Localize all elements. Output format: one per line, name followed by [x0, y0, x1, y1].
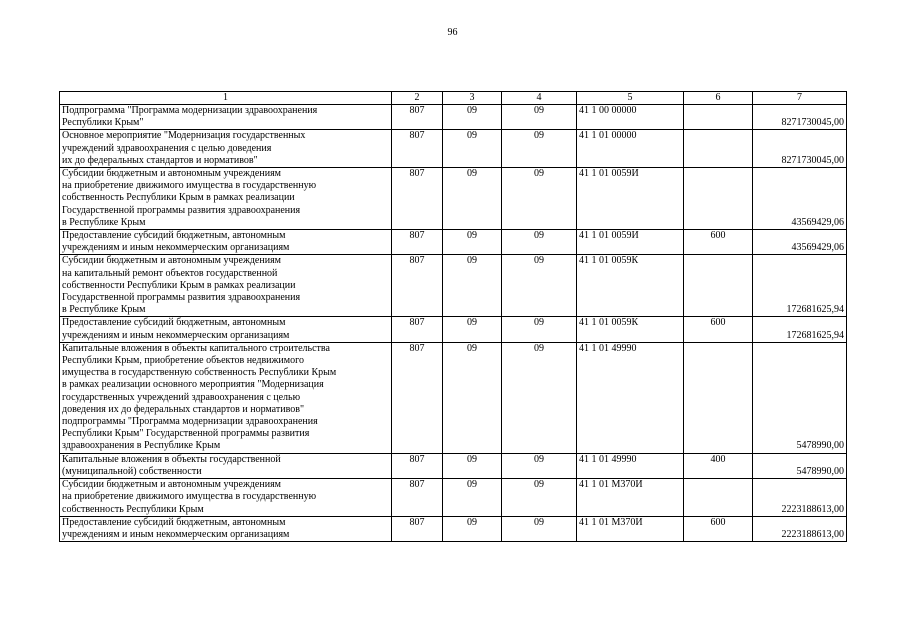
row-expense-type-code — [684, 255, 753, 317]
row-ministry-code: 807 — [392, 453, 443, 478]
row-expense-type-code: 600 — [684, 230, 753, 255]
row-amount: 172681625,94 — [753, 255, 847, 317]
table-row — [60, 105, 847, 130]
row-target-article-code: 41 1 01 0059И — [577, 230, 684, 255]
row-target-article-code: 41 1 01 49990 — [577, 342, 684, 453]
row-description: Предоставление субсидий бюджетным, автономным учреждениям и иным некоммерческим организациям — [60, 516, 392, 541]
row-subsection-code: 09 — [502, 516, 577, 541]
row-section-code: 09 — [443, 130, 502, 168]
row-section-code: 09 — [443, 479, 502, 517]
row-expense-type-code — [684, 105, 753, 130]
row-ministry-code: 807 — [392, 342, 443, 453]
row-expense-type-code — [684, 168, 753, 230]
row-subsection-code: 09 — [502, 342, 577, 453]
row-ministry-code: 807 — [392, 516, 443, 541]
column-header-2: 2 — [392, 92, 443, 105]
row-amount: 2223188613,00 — [753, 479, 847, 517]
row-description: Предоставление субсидий бюджетным, автономным учреждениям и иным некоммерческим организациям — [60, 230, 392, 255]
row-section-code: 09 — [443, 168, 502, 230]
row-description: Субсидии бюджетным и автономным учреждениям на приобретение движимого имущества в государственную собственность Республики Крым в рамках реализации Государственной программы развития здравоохранения в Республике Крым — [60, 168, 392, 230]
row-target-article-code: 41 1 01 0059К — [577, 317, 684, 342]
row-target-article-code: 41 1 01 0059К — [577, 255, 684, 317]
column-header-3: 3 — [443, 92, 502, 105]
column-header-4: 4 — [502, 92, 577, 105]
row-ministry-code: 807 — [392, 317, 443, 342]
row-description: Капитальные вложения в объекты капитального строительства Республики Крым, приобретение объектов недвижимого имущества в государственную собственность Республики Крым в рамках реализации основного мероприятия "Модернизация государственных учреждений здравоохранения с целью доведения их до федеральных стандартов и нормативов" подпрограммы "Программа модернизации здравоохранения Республики Крым" Государственной программы развития здравоохранения в Республике Крым — [60, 342, 392, 453]
table-row — [60, 317, 847, 342]
row-description: Предоставление субсидий бюджетным, автономным учреждениям и иным некоммерческим организациям — [60, 317, 392, 342]
row-description: Субсидии бюджетным и автономным учреждениям на приобретение движимого имущества в государственную собственность Республики Крым — [60, 479, 392, 517]
table-row — [60, 255, 847, 317]
row-ministry-code: 807 — [392, 105, 443, 130]
row-section-code: 09 — [443, 105, 502, 130]
row-section-code: 09 — [443, 255, 502, 317]
row-expense-type-code — [684, 130, 753, 168]
column-header-6: 6 — [684, 92, 753, 105]
row-target-article-code: 41 1 01 0059И — [577, 168, 684, 230]
table-row — [60, 168, 847, 230]
budget-table — [59, 91, 847, 542]
row-target-article-code: 41 1 01 49990 — [577, 453, 684, 478]
row-amount: 5478990,00 — [753, 453, 847, 478]
header-row — [60, 92, 847, 105]
row-ministry-code: 807 — [392, 255, 443, 317]
row-subsection-code: 09 — [502, 255, 577, 317]
row-section-code: 09 — [443, 342, 502, 453]
row-ministry-code: 807 — [392, 130, 443, 168]
row-subsection-code: 09 — [502, 317, 577, 342]
row-target-article-code: 41 1 01 М370И — [577, 479, 684, 517]
table-row — [60, 130, 847, 168]
row-description: Субсидии бюджетным и автономным учреждениям на капитальный ремонт объектов государственной собственности Республики Крым в рамках реализации Государственной программы развития здравоохранения в Республике Крым — [60, 255, 392, 317]
row-amount: 43569429,06 — [753, 230, 847, 255]
table-row — [60, 479, 847, 517]
row-expense-type-code: 400 — [684, 453, 753, 478]
row-ministry-code: 807 — [392, 168, 443, 230]
column-header-7: 7 — [753, 92, 847, 105]
row-expense-type-code: 600 — [684, 317, 753, 342]
row-subsection-code: 09 — [502, 105, 577, 130]
row-subsection-code: 09 — [502, 479, 577, 517]
table-row — [60, 342, 847, 453]
row-section-code: 09 — [443, 516, 502, 541]
row-subsection-code: 09 — [502, 130, 577, 168]
row-target-article-code: 41 1 00 00000 — [577, 105, 684, 130]
row-section-code: 09 — [443, 317, 502, 342]
row-expense-type-code: 600 — [684, 516, 753, 541]
row-section-code: 09 — [443, 453, 502, 478]
row-expense-type-code — [684, 342, 753, 453]
row-subsection-code: 09 — [502, 230, 577, 255]
row-subsection-code: 09 — [502, 453, 577, 478]
row-target-article-code: 41 1 01 00000 — [577, 130, 684, 168]
column-header-5: 5 — [577, 92, 684, 105]
row-description: Основное мероприятие "Модернизация государственных учреждений здравоохранения с целью доведения их до федеральных стандартов и нормативов" — [60, 130, 392, 168]
table-row — [60, 516, 847, 541]
table-body — [60, 92, 847, 542]
row-section-code: 09 — [443, 230, 502, 255]
row-amount: 8271730045,00 — [753, 130, 847, 168]
page-number: 96 — [447, 27, 458, 38]
row-amount: 43569429,06 — [753, 168, 847, 230]
row-amount: 8271730045,00 — [753, 105, 847, 130]
row-target-article-code: 41 1 01 М370И — [577, 516, 684, 541]
row-amount: 172681625,94 — [753, 317, 847, 342]
row-ministry-code: 807 — [392, 479, 443, 517]
table-row — [60, 453, 847, 478]
row-ministry-code: 807 — [392, 230, 443, 255]
table-row — [60, 230, 847, 255]
column-header-1: 1 — [60, 92, 392, 105]
row-expense-type-code — [684, 479, 753, 517]
row-description: Капитальные вложения в объекты государственной (муниципальной) собственности — [60, 453, 392, 478]
row-subsection-code: 09 — [502, 168, 577, 230]
row-amount: 2223188613,00 — [753, 516, 847, 541]
row-description: Подпрограмма "Программа модернизации здравоохранения Республики Крым" — [60, 105, 392, 130]
row-amount: 5478990,00 — [753, 342, 847, 453]
